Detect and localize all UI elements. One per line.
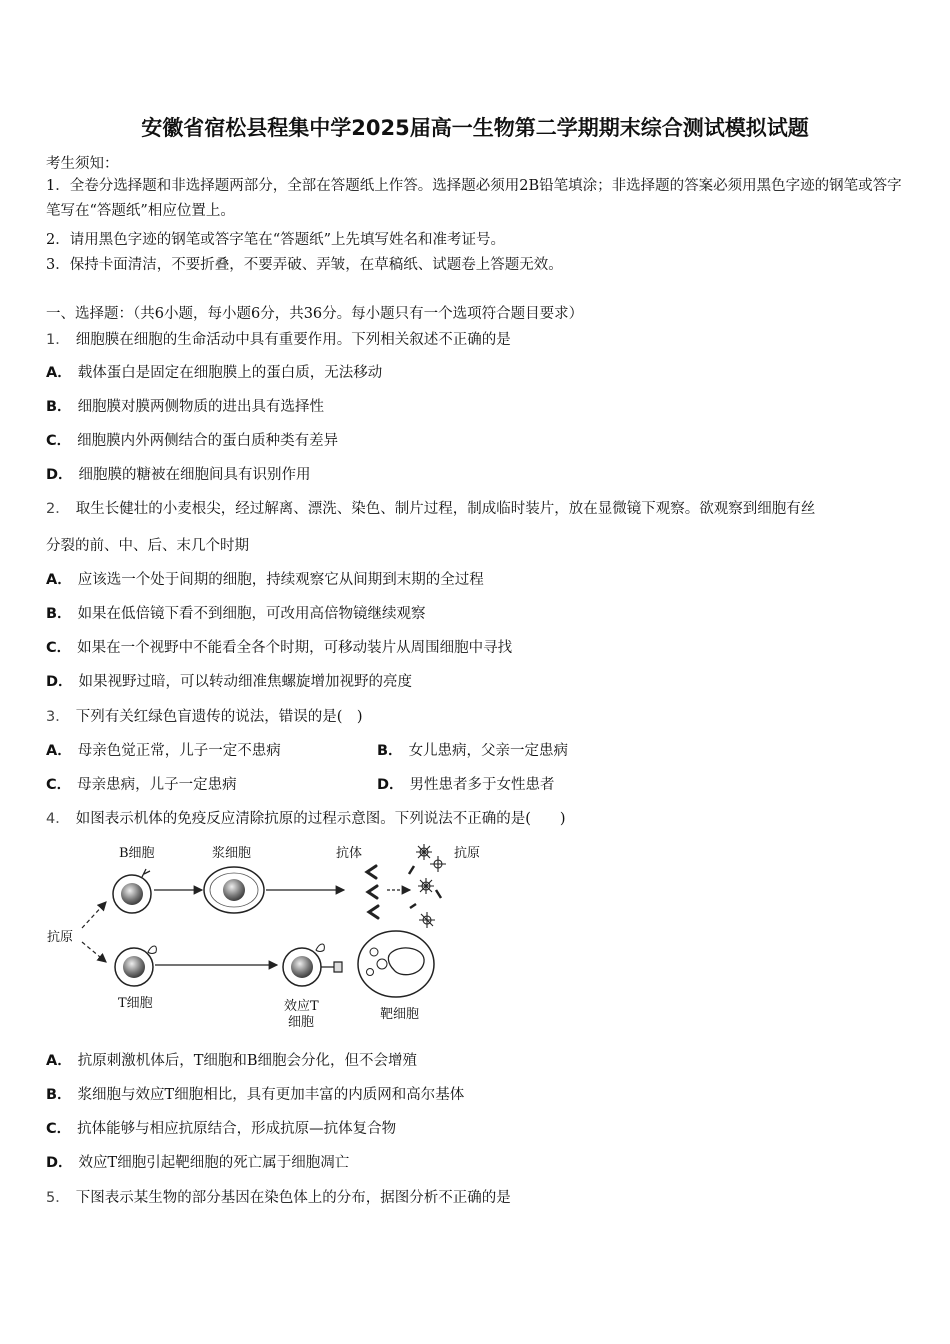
b-cell-label: B细胞 <box>119 846 155 861</box>
option-2a: A． 应该选一个处于间期的细胞，持续观察它从间期到末期的全过程 <box>46 572 484 588</box>
question-1 <box>46 328 511 349</box>
t-cell-label: T细胞 <box>118 996 153 1011</box>
question-number: 2． <box>46 501 70 517</box>
effector-t-label-1: 效应T <box>284 999 319 1014</box>
question-stem: 细胞膜在细胞的生命活动中具有重要作用。下列相关叙述不正确的是 <box>75 332 511 348</box>
question-3 <box>46 705 363 726</box>
option-1b: B． 细胞膜对膜两侧物质的进出具有选择性 <box>46 399 325 415</box>
question-2 <box>46 497 815 518</box>
option-2b: B． 如果在低倍镜下看不到细胞，可改用高倍物镜继续观察 <box>46 606 426 622</box>
question-stem: 下图表示某生物的部分基因在染色体上的分布，据图分析不正确的是 <box>75 1190 511 1206</box>
plasma-cell-label: 浆细胞 <box>212 846 252 861</box>
target-cell <box>358 931 434 997</box>
notice-heading: 考生须知： <box>46 156 119 172</box>
question-2-continued: 分裂的前、中、后、末几个时期 <box>46 538 249 554</box>
option-3c: C． 母亲患病，儿子一定患病 <box>46 777 237 793</box>
question-number: 4． <box>46 811 70 827</box>
option-3b: B． 女儿患病，父亲一定患病 <box>377 743 569 759</box>
page-title: 安徽省宿松县程集中学2025届高一生物第二学期期末综合测试模拟试题 <box>141 116 809 140</box>
antibody-icons <box>367 866 378 918</box>
question-number: 3． <box>46 709 70 725</box>
question-4 <box>46 807 566 828</box>
antibody-label: 抗体 <box>336 846 363 861</box>
option-1a: A． 载体蛋白是固定在细胞膜上的蛋白质，无法移动 <box>46 365 383 381</box>
t-cell <box>115 946 156 986</box>
target-cell-label: 靶细胞 <box>380 1007 420 1022</box>
notice-item-1: 1．全卷分选择题和非选择题两部分，全部在答题纸上作答。选择题必须用2B铅笔填涂；非选择题的答案必须用黑色字迹的钢笔或答字笔写在“答题纸”相应位置上。 <box>46 178 902 219</box>
notice-item-3: 3．保持卡面清洁，不要折叠，不要弄破、弄皱，在草稿纸、试题卷上答题无效。 <box>46 257 563 273</box>
question-stem: 取生长健壮的小麦根尖，经过解离、漂洗、染色、制片过程，制成临时装片，放在显微镜下观察。欲观察到细胞有丝 <box>75 501 816 517</box>
effector-t-cell <box>283 944 342 986</box>
option-1d: D． 细胞膜的糖被在细胞间具有识别作用 <box>46 467 311 483</box>
question-stem: 如图表示机体的免疫反应清除抗原的过程示意图。下列说法不正确的是( ) <box>75 811 566 827</box>
antigen-top-label: 抗原 <box>454 846 481 861</box>
option-2c: C． 如果在一个视野中不能看全各个时期，可移动装片从周围细胞中寻找 <box>46 640 513 656</box>
question-stem: 下列有关红绿色盲遗传的说法，错误的是( ) <box>75 709 363 725</box>
option-4b: B． 浆细胞与效应T细胞相比，具有更加丰富的内质网和高尔基体 <box>46 1087 465 1103</box>
b-cell <box>113 869 151 913</box>
option-4c: C． 抗体能够与相应抗原结合，形成抗原—抗体复合物 <box>46 1121 397 1137</box>
option-4a: A． 抗原刺激机体后，T细胞和B细胞会分化，但不会增殖 <box>46 1053 418 1069</box>
immune-response-diagram <box>44 836 481 1032</box>
effector-t-label-2: 细胞 <box>288 1015 315 1030</box>
antigen-icons <box>409 844 446 928</box>
option-3a: A． 母亲色觉正常，儿子一定不患病 <box>46 743 281 759</box>
option-4d: D． 效应T细胞引起靶细胞的死亡属于细胞凋亡 <box>46 1155 350 1171</box>
antigen-left-label: 抗原 <box>47 930 74 945</box>
option-3d: D． 男性患者多于女性患者 <box>377 777 555 793</box>
question-number: 1． <box>46 332 70 348</box>
notice-item-2: 2．请用黑色字迹的钢笔或答字笔在“答题纸”上先填写姓名和准考证号。 <box>46 232 506 248</box>
option-1c: C． 细胞膜内外两侧结合的蛋白质种类有差异 <box>46 433 339 449</box>
question-5 <box>46 1186 511 1207</box>
section-heading: 一、选择题：（共6小题，每小题6分，共36分。每小题只有一个选项符合题目要求） <box>46 306 584 322</box>
plasma-cell <box>204 867 264 913</box>
question-number: 5． <box>46 1190 70 1206</box>
option-2d: D． 如果视野过暗，可以转动细准焦螺旋增加视野的亮度 <box>46 674 413 690</box>
